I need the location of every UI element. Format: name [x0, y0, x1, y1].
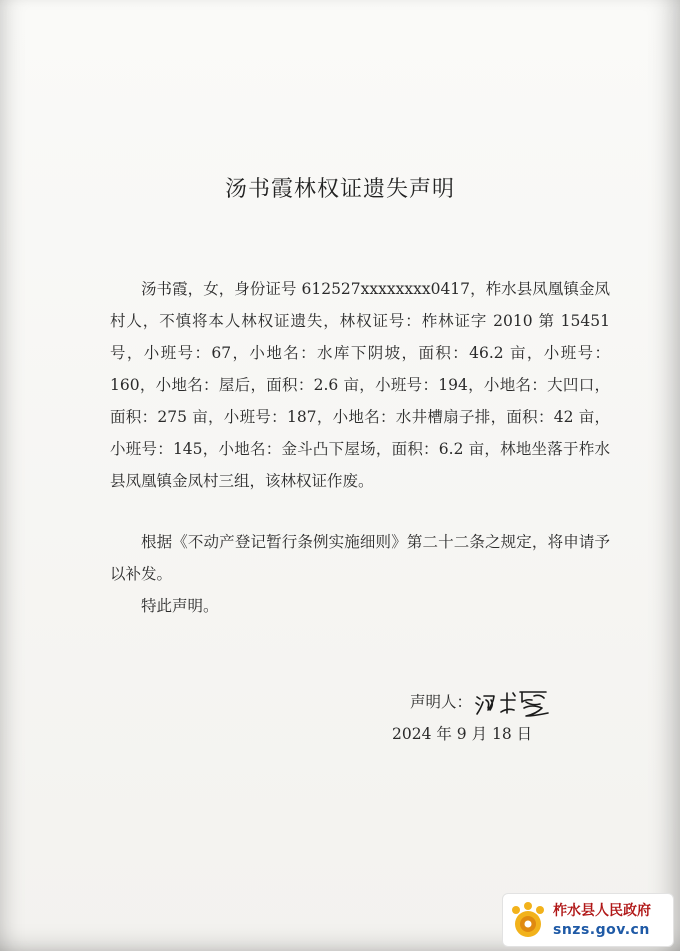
signature-label: 声明人：	[410, 693, 473, 711]
document-date: 2024 年 9 月 18 日	[392, 725, 533, 743]
signature-line	[410, 688, 552, 718]
legal-basis-paragraph: 根据《不动产登记暂行条例实施细则》第二十二条之规定，将申请予以补发。	[110, 533, 610, 583]
closing-paragraph: 特此声明。	[141, 597, 219, 615]
handwritten-signature	[474, 688, 552, 718]
government-logo-icon	[507, 900, 549, 942]
watermark-site-name: 柞水县人民政府	[553, 903, 651, 919]
statement-paragraph: 汤书霞，女，身份证号 612527xxxxxxxx0417，柞水县凤凰镇金凤村人，不慎将本人林权证遗失，林权证号：柞林证字 2010 第 15451 号，小班号：67，小地名：水库下阴坡，面积：46.2 亩，小班号：160，小地名：屋后，面积：2.6 亩，小班号：194，小地名：大凹口，面积：275 亩，小班号：187，小地名：水井槽扇子排，面积：42 亩，小班号：145，小地名：金斗凸下屋场，面积：6.2 亩，林地坐落于柞水县凤凰镇金凤村三组，该林权证作废。	[110, 280, 610, 490]
watermark-site-url: snzs.gov.cn	[553, 922, 650, 938]
document-title: 汤书霞林权证遗失声明	[224, 177, 455, 202]
site-watermark	[502, 893, 674, 947]
